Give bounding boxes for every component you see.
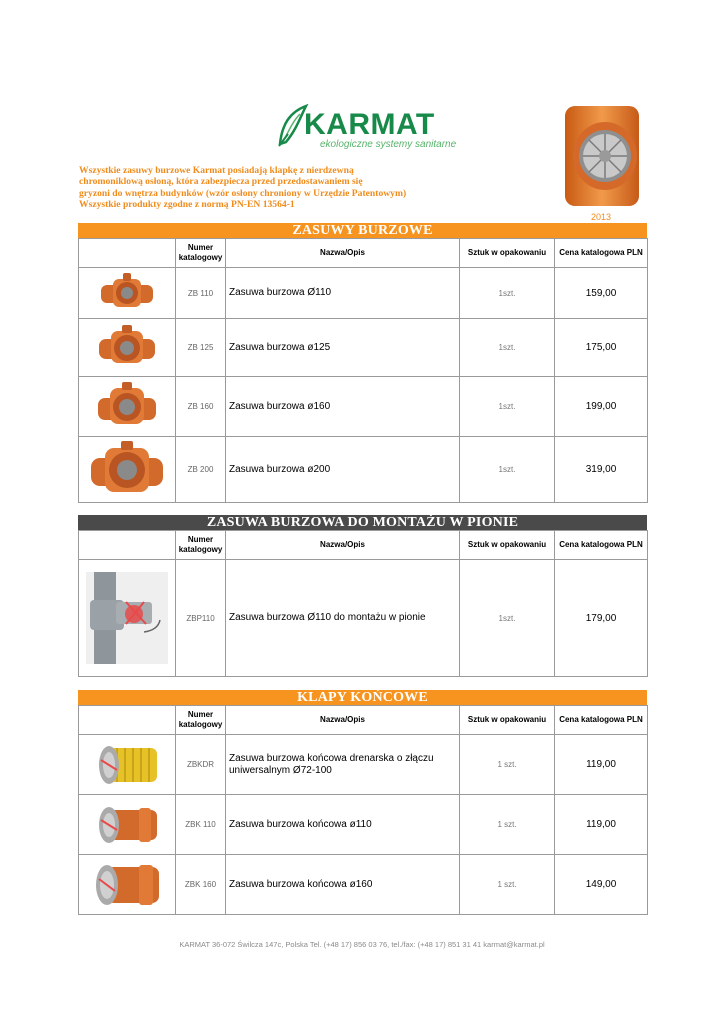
table-row <box>79 735 648 795</box>
brand-tagline: ekologiczne systemy sanitarne <box>320 139 457 150</box>
col-header-price: Cena katalogowa PLN <box>555 239 648 268</box>
product-qty: 1szt. <box>460 437 555 503</box>
catalog-year: 2013 <box>591 212 612 222</box>
col-header-number: Numer katalogowy <box>176 706 226 735</box>
hero-product-image <box>555 98 647 212</box>
product-qty: 1 szt. <box>460 735 555 795</box>
product-qty: 1 szt. <box>460 795 555 855</box>
product-price: 119,00 <box>555 735 648 795</box>
product-code: ZB 200 <box>176 437 226 503</box>
product-code: ZBK 160 <box>176 855 226 915</box>
product-qty: 1szt. <box>460 377 555 437</box>
col-header-name: Nazwa/Opis <box>226 239 460 268</box>
product-image-cell <box>79 437 176 503</box>
col-header-price: Cena katalogowa PLN <box>555 706 648 735</box>
storm-valve-image <box>97 271 157 315</box>
table-header-row <box>79 239 648 268</box>
product-name: Zasuwa burzowa ø125 <box>226 319 460 377</box>
product-qty: 1szt. <box>460 560 555 677</box>
product-image-cell <box>79 560 176 677</box>
product-code: ZBK 110 <box>176 795 226 855</box>
col-header-qty: Sztuk w opakowaniu <box>460 531 555 560</box>
table-row <box>79 437 648 503</box>
product-price: 175,00 <box>555 319 648 377</box>
product-price: 199,00 <box>555 377 648 437</box>
table-row <box>79 319 648 377</box>
col-header-image <box>79 239 176 268</box>
col-header-image <box>79 531 176 560</box>
col-header-price: Cena katalogowa PLN <box>555 531 648 560</box>
end-flap-drain-image <box>95 738 159 792</box>
product-code: ZB 110 <box>176 268 226 319</box>
product-price: 179,00 <box>555 560 648 677</box>
product-name: Zasuwa burzowa ø160 <box>226 377 460 437</box>
col-header-number: Numer katalogowy <box>176 531 226 560</box>
product-code: ZBKDR <box>176 735 226 795</box>
product-image-cell <box>79 855 176 915</box>
col-header-qty: Sztuk w opakowaniu <box>460 706 555 735</box>
karmat-logo <box>276 104 457 154</box>
table-header-row <box>79 706 648 735</box>
product-qty: 1szt. <box>460 319 555 377</box>
intro-line: chromoniklową osłoną, która zabezpiecza przed przedostawaniem się <box>79 176 363 188</box>
section-zasuwa-pionie <box>78 515 647 677</box>
table-row <box>79 795 648 855</box>
col-header-number: Numer katalogowy <box>176 239 226 268</box>
product-image-cell <box>79 795 176 855</box>
intro-line: gryzoni do wnętrza budynków (wzór osłony chroniony w Urzędzie Patentowym) <box>79 187 407 199</box>
brand-name: KARMAT <box>304 108 435 141</box>
col-header-image <box>79 706 176 735</box>
product-name: Zasuwa burzowa Ø110 do montażu w pionie <box>226 560 460 677</box>
product-table <box>78 530 648 677</box>
section-title: ZASUWY BURZOWE <box>78 223 647 238</box>
product-price: 149,00 <box>555 855 648 915</box>
col-header-name: Nazwa/Opis <box>226 531 460 560</box>
product-code: ZBP110 <box>176 560 226 677</box>
vertical-valve-image <box>86 572 168 664</box>
footer-contact: KARMAT 36-072 Świlcza 147c, Polska Tel. (+48 17) 856 03 76, tel./fax: (+48 17) 851 31 41 karmat@karmat.pl <box>179 940 545 949</box>
end-flap-160-image <box>93 857 161 913</box>
section-title: ZASUWA BURZOWA DO MONTAŻU W PIONIE <box>78 515 647 530</box>
product-price: 119,00 <box>555 795 648 855</box>
product-name: Zasuwa burzowa końcowa ø110 <box>226 795 460 855</box>
section-zasuwy-burzowe <box>78 223 647 503</box>
product-qty: 1 szt. <box>460 855 555 915</box>
table-row <box>79 855 648 915</box>
product-name: Zasuwa burzowa końcowa drenarska o złączu uniwersalnym Ø72-100 <box>226 735 460 795</box>
product-price: 319,00 <box>555 437 648 503</box>
storm-valve-image <box>94 380 160 434</box>
product-image-cell <box>79 319 176 377</box>
intro-text <box>79 165 529 211</box>
product-name: Zasuwa burzowa ø200 <box>226 437 460 503</box>
product-code: ZB 125 <box>176 319 226 377</box>
product-image-cell <box>79 377 176 437</box>
table-header-row <box>79 531 648 560</box>
intro-line: Wszystkie produkty zgodne z normą PN-EN 13564-1 <box>79 199 295 211</box>
product-image-cell <box>79 735 176 795</box>
section-title: KLAPY KOŃCOWE <box>78 690 647 705</box>
product-price: 159,00 <box>555 268 648 319</box>
intro-line: Wszystkie zasuwy burzowe Karmat posiadają klapkę z nierdzewną <box>79 165 354 176</box>
product-name: Zasuwa burzowa końcowa ø160 <box>226 855 460 915</box>
product-image-cell <box>79 268 176 319</box>
section-klapy-koncowe <box>78 690 647 915</box>
storm-valve-image <box>95 323 159 373</box>
storm-valve-image <box>87 440 167 500</box>
col-header-name: Nazwa/Opis <box>226 706 460 735</box>
end-flap-110-image <box>95 798 159 852</box>
table-row <box>79 268 648 319</box>
col-header-qty: Sztuk w opakowaniu <box>460 239 555 268</box>
table-row <box>79 560 648 677</box>
product-name: Zasuwa burzowa Ø110 <box>226 268 460 319</box>
product-table <box>78 705 648 915</box>
table-row <box>79 377 648 437</box>
product-code: ZB 160 <box>176 377 226 437</box>
product-qty: 1szt. <box>460 268 555 319</box>
product-table <box>78 238 648 503</box>
